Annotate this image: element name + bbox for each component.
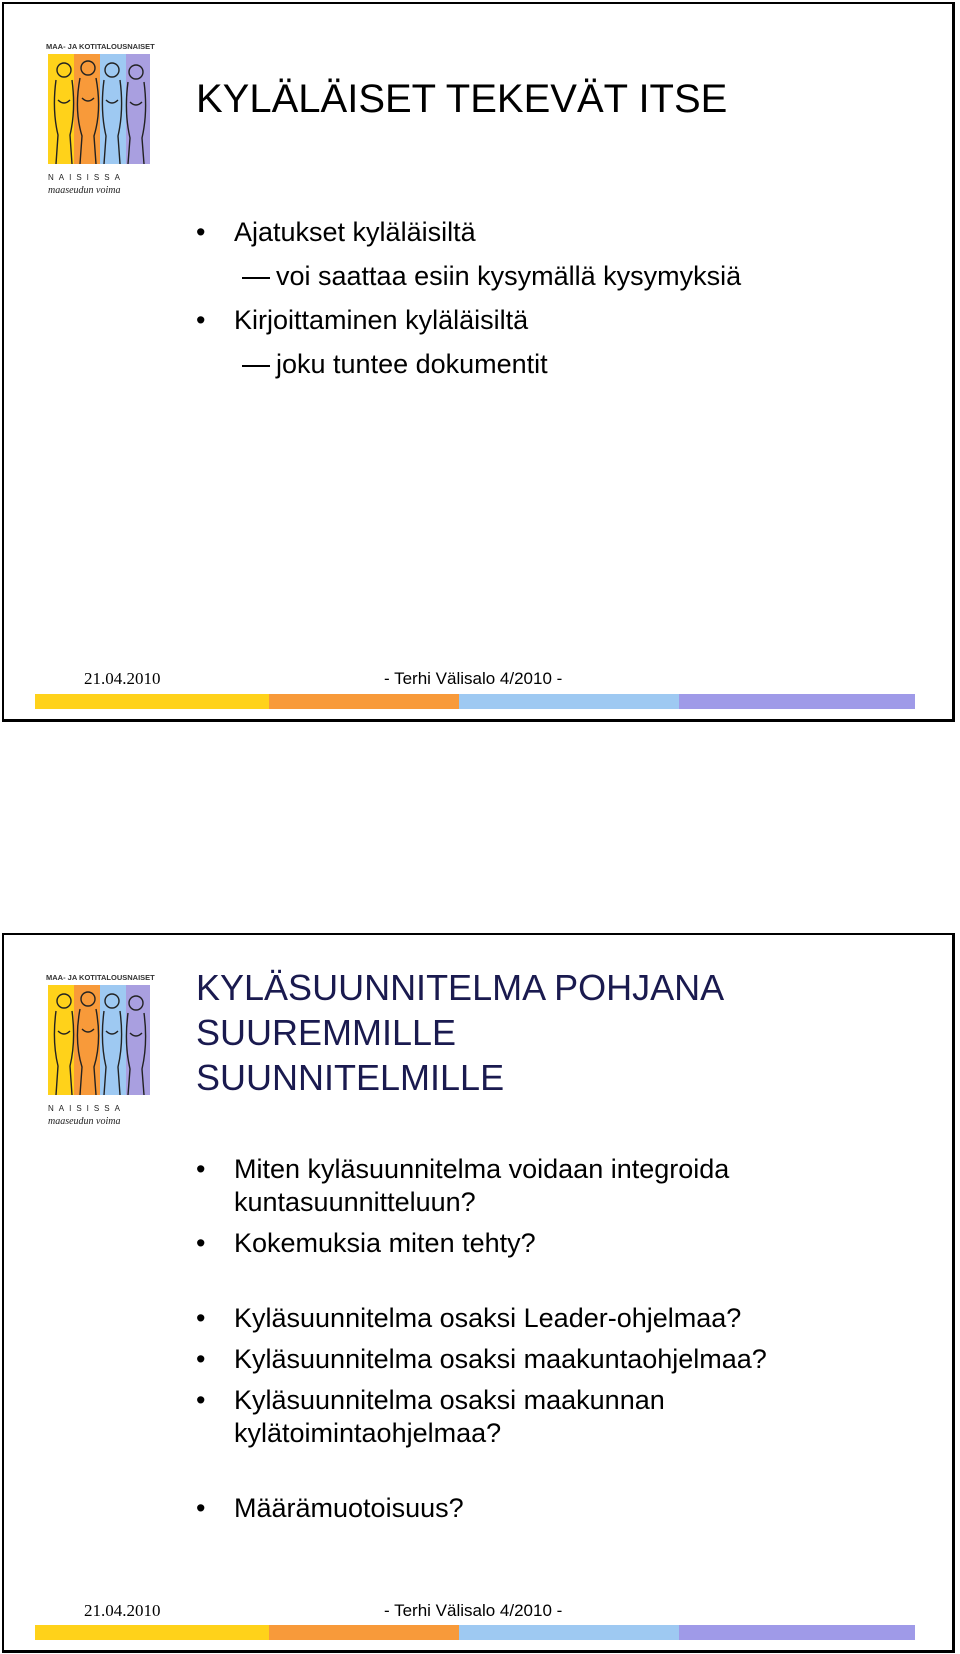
sub-item: joku tuntee dokumentit <box>196 348 932 381</box>
color-bar-orange <box>269 694 459 709</box>
color-bar-blue <box>459 694 679 709</box>
color-bar-blue <box>459 1625 679 1640</box>
logo-letters: NAISISSA <box>48 1104 125 1113</box>
logo-tagline: maaseudun voima <box>48 185 121 196</box>
bullet-item: • Miten kyläsuunnitelma voidaan integroida kuntasuunnitteluun? <box>196 1153 932 1219</box>
bullet-item: • Kyläsuunnitelma osaksi maakuntaohjelmaa? <box>196 1343 932 1376</box>
slide-1-title <box>196 76 922 122</box>
color-bar-yellow <box>35 694 269 709</box>
footer-author: - Terhi Välisalo 4/2010 - <box>384 1601 563 1620</box>
color-bar-yellow <box>35 1625 269 1640</box>
bullet-item: • Ajatukset kyläläisiltä <box>196 216 932 249</box>
logo <box>44 40 156 200</box>
bullet-item: • Kirjoittaminen kyläläisiltä <box>196 304 932 337</box>
bullet-item: • Määrämuotoisuus? <box>196 1492 932 1525</box>
color-bar-orange <box>269 1625 459 1640</box>
slide-2 <box>2 933 955 1653</box>
sub-item: voi saattaa esiin kysymällä kysymyksiä <box>196 260 932 293</box>
title-line: KYLÄSUUNNITELMA POHJANA <box>196 967 725 1008</box>
title-line: KYLÄLÄISET TEKEVÄT ITSE <box>196 77 728 121</box>
color-bar <box>35 1625 915 1640</box>
footer-date: 21.04.2010 <box>84 669 161 688</box>
color-bar-purple <box>679 1625 915 1640</box>
slide-2-title <box>196 965 922 1100</box>
logo-tagline: maaseudun voima <box>48 1116 121 1127</box>
slide-2-content <box>196 1153 932 1533</box>
slide-1-content <box>196 216 932 392</box>
title-line: SUUREMMILLE <box>196 1012 457 1053</box>
color-bar <box>35 694 915 709</box>
footer-author: - Terhi Välisalo 4/2010 - <box>384 669 563 688</box>
logo-caption: MAA- JA KOTITALOUSNAISET <box>46 42 155 51</box>
slide-1 <box>2 2 955 722</box>
color-bar-purple <box>679 694 915 709</box>
logo-letters: NAISISSA <box>48 173 125 182</box>
bullet-item: • Kyläsuunnitelma osaksi Leader-ohjelmaa? <box>196 1302 932 1335</box>
footer-date: 21.04.2010 <box>84 1601 161 1620</box>
logo-caption: MAA- JA KOTITALOUSNAISET <box>46 973 155 982</box>
bullet-item: • Kokemuksia miten tehty? <box>196 1227 932 1260</box>
logo <box>44 971 156 1131</box>
title-line: SUUNNITELMILLE <box>196 1057 505 1098</box>
bullet-item: • Kyläsuunnitelma osaksi maakunnan kylätoimintaohjelmaa? <box>196 1384 932 1450</box>
